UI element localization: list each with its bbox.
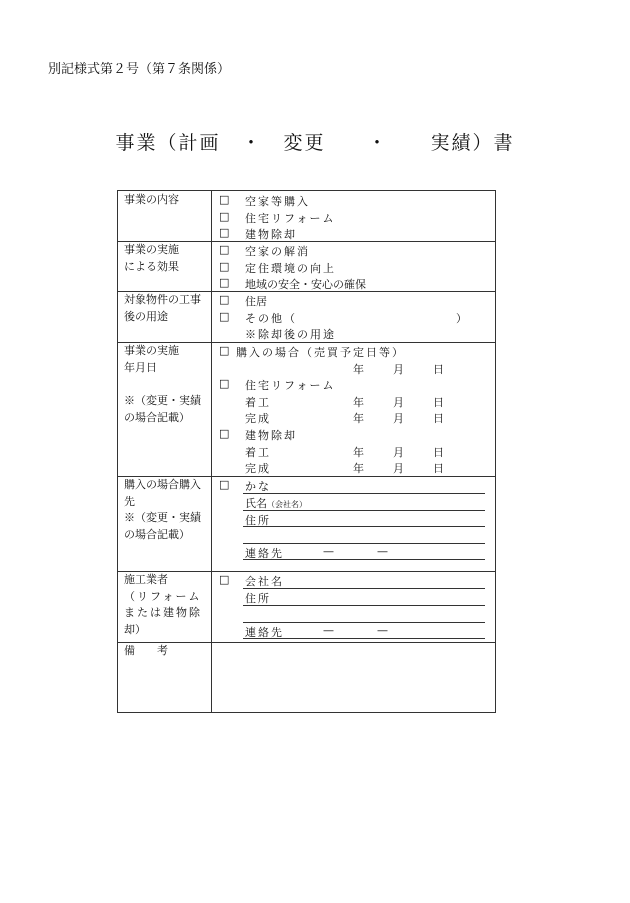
checkbox-reform-date[interactable]: □ <box>219 377 230 390</box>
month-label: 月 <box>393 412 404 425</box>
checkbox-safety[interactable]: □ <box>219 276 230 289</box>
checkbox-contractor[interactable]: □ <box>219 573 230 586</box>
seller-kana-field[interactable] <box>243 493 485 494</box>
label-effect: 事業の実施 による効果 <box>124 243 179 273</box>
label-remarks: 備 考 <box>124 644 168 657</box>
seller-address-field[interactable] <box>243 526 485 527</box>
month-label: 月 <box>393 396 404 409</box>
contractor-address-label: 住所 <box>245 592 271 605</box>
day-label: 日 <box>433 396 444 409</box>
day-label: 日 <box>433 412 444 425</box>
checkbox-seller[interactable]: □ <box>219 478 230 491</box>
demolition-start-label: 着工 <box>245 446 271 459</box>
checkbox-vacancy[interactable]: □ <box>219 243 230 256</box>
application-form-table <box>117 190 496 713</box>
checkbox-demolition[interactable]: □ <box>219 226 230 239</box>
checkbox-purchase-date[interactable]: □ <box>219 344 230 357</box>
month-label: 月 <box>393 462 404 475</box>
option-purchase: 空家等購入 <box>245 195 310 208</box>
checkbox-demolition-date[interactable]: □ <box>219 427 230 440</box>
label-contractor: 施工業者 （リフォーム または建物除 却） <box>124 573 202 637</box>
month-label: 月 <box>393 446 404 459</box>
reform-finish-label: 完成 <box>245 412 271 425</box>
checkbox-other[interactable]: □ <box>219 310 230 323</box>
day-label: 日 <box>433 446 444 459</box>
day-label: 日 <box>433 462 444 475</box>
seller-contact-field[interactable] <box>243 559 485 560</box>
contractor-company-label: 会社名 <box>245 575 284 588</box>
label-content: 事業の内容 <box>124 193 179 206</box>
year-label: 年 <box>353 462 364 475</box>
checkbox-reform[interactable]: □ <box>219 210 230 223</box>
label-use: 対象物件の工事 後の用途 <box>124 293 201 323</box>
year-label: 年 <box>353 363 364 376</box>
label-dates: 事業の実施 年月日 ※（変更・実績 の場合記載） <box>124 344 201 424</box>
purchase-date-label: 購入の場合（売買予定日等） <box>236 346 405 359</box>
option-reform: 住宅リフォーム <box>245 212 336 225</box>
contractor-contact-label: 連絡先 <box>245 626 284 639</box>
option-settlement: 定住環境の向上 <box>245 262 336 275</box>
company-note: （会社名） <box>267 500 307 509</box>
seller-name-label: 氏名（会社名） <box>245 497 307 510</box>
dash-1: — <box>323 545 334 558</box>
option-vacancy: 空家の解消 <box>245 245 310 258</box>
reform-date-label: 住宅リフォーム <box>245 379 336 392</box>
remarks-field[interactable] <box>212 643 495 712</box>
seller-kana-label: かな <box>245 480 271 493</box>
demolition-date-label: 建物除却 <box>245 429 297 442</box>
page-title: 事業（計画 ・ 変更 ・ 実績）書 <box>115 132 515 154</box>
checkbox-residence[interactable]: □ <box>219 293 230 306</box>
option-residence: 住居 <box>245 295 267 308</box>
checkbox-purchase[interactable]: □ <box>219 193 230 206</box>
option-other: その他（ <box>245 312 297 325</box>
checkbox-settlement[interactable]: □ <box>219 260 230 273</box>
dash-1: — <box>323 624 334 637</box>
label-seller: 購入の場合購入 先 ※（変更・実績 の場合記載） <box>124 478 201 542</box>
dash-2: — <box>377 545 388 558</box>
year-label: 年 <box>353 412 364 425</box>
day-label: 日 <box>433 363 444 376</box>
option-demolition: 建物除却 <box>245 228 297 241</box>
seller-contact-label: 連絡先 <box>245 547 284 560</box>
use-note: ※除却後の用途 <box>245 328 336 341</box>
seller-address-label: 住所 <box>245 514 271 527</box>
contractor-address-field-2[interactable] <box>243 622 485 623</box>
option-safety: 地域の安全・安心の確保 <box>245 278 366 291</box>
dash-2: — <box>377 624 388 637</box>
reform-start-label: 着工 <box>245 396 271 409</box>
year-label: 年 <box>353 396 364 409</box>
contractor-company-field[interactable] <box>243 588 485 589</box>
seller-name-field[interactable] <box>243 510 485 511</box>
other-close-paren: ） <box>456 312 467 325</box>
contractor-address-field[interactable] <box>243 605 485 606</box>
demolition-finish-label: 完成 <box>245 462 271 475</box>
month-label: 月 <box>393 363 404 376</box>
year-label: 年 <box>353 446 364 459</box>
contractor-contact-field[interactable] <box>243 638 485 639</box>
form-number: 別記様式第２号（第７条関係） <box>48 62 231 77</box>
column-divider <box>211 191 212 712</box>
seller-address-field-2[interactable] <box>243 543 485 544</box>
